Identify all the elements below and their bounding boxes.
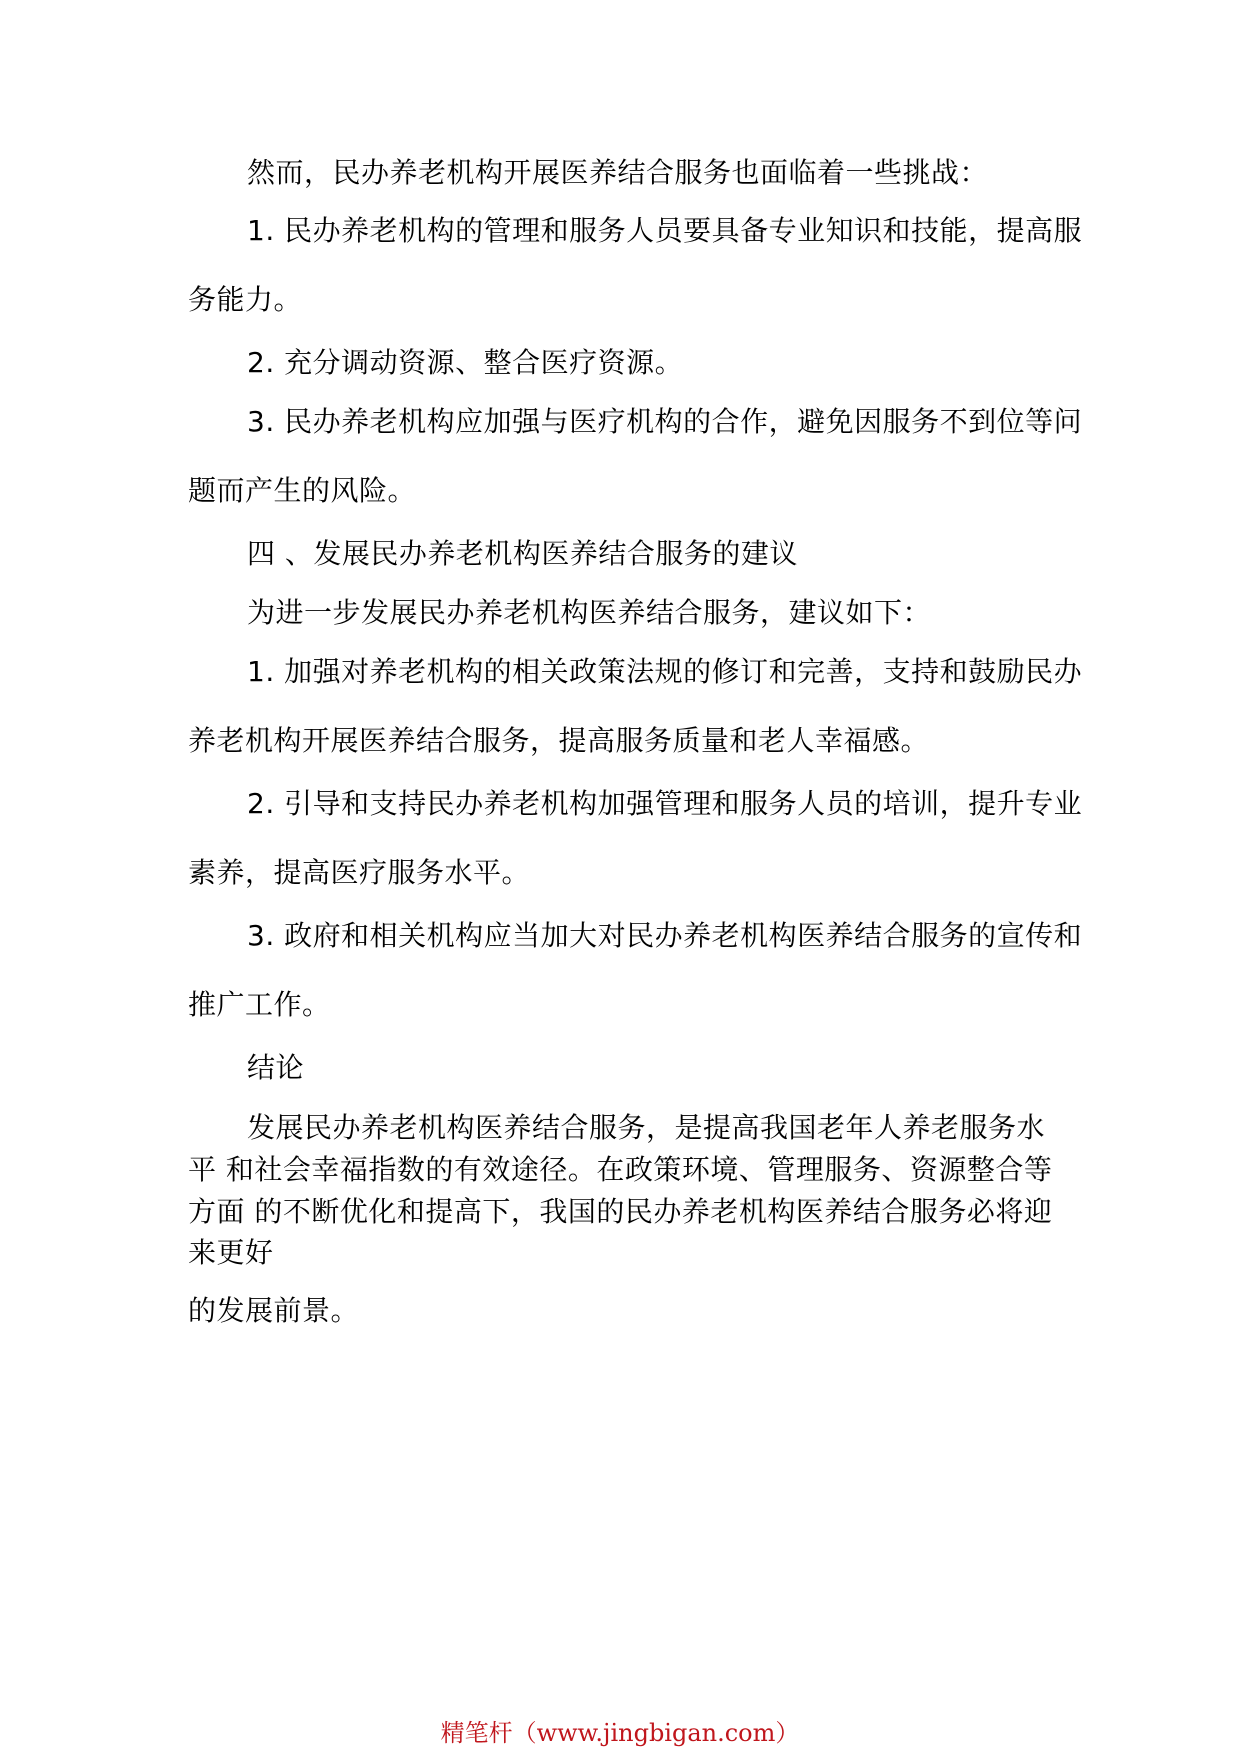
suggestion-item-1-line-2: 养老机构开展医养结合服务，提高服务质量和老人幸福感。 [188,724,930,757]
conclusion-line-1: 发展民办养老机构医养结合服务，是提高我国老年人养老服务水 [247,1111,1046,1144]
paragraph-suggestions-intro: 为进一步发展民办养老机构医养结合服务，建议如下： [247,596,932,629]
suggestion-item-3-line-2: 推广工作。 [188,988,331,1021]
challenge-item-3-line-1: 3. 民办养老机构应加强与医疗机构的合作，避免因服务不到位等问 [247,405,1083,438]
footer-watermark-text: 精笔杆（www.jingbigan.com） [440,1719,800,1747]
suggestion-item-2-line-2: 素养，提高医疗服务水平。 [188,856,531,889]
challenge-item-1-line-2: 务能力。 [188,283,303,316]
conclusion-line-4: 来更好 [188,1236,274,1269]
suggestion-item-3-line-1: 3. 政府和相关机构应当加大对民办养老机构医养结合服务的宣传和 [247,919,1083,952]
challenge-item-2: 2. 充分调动资源、整合医疗资源。 [247,346,684,379]
conclusion-heading: 结论 [247,1051,305,1084]
paragraph-challenges-intro: 然而，民办养老机构开展医养结合服务也面临着一些挑战： [247,156,989,189]
section-heading-four: 四 、发展民办养老机构医养结合服务的建议 [247,537,798,570]
conclusion-line-3: 方面 的不断优化和提高下，我国的民办养老机构医养结合服务必将迎 [188,1195,1053,1228]
conclusion-line-2: 平 和社会幸福指数的有效途径。在政策环境、管理服务、资源整合等 [188,1153,1053,1186]
challenge-item-3-line-2: 题而产生的风险。 [188,474,417,507]
conclusion-line-5: 的发展前景。 [188,1294,360,1327]
suggestion-item-1-line-1: 1. 加强对养老机构的相关政策法规的修订和完善，支持和鼓励民办 [247,655,1083,688]
challenge-item-1-line-1: 1. 民办养老机构的管理和服务人员要具备专业知识和技能，提高服 [247,214,1083,247]
suggestion-item-2-line-1: 2. 引导和支持民办养老机构加强管理和服务人员的培训，提升专业 [247,787,1083,820]
